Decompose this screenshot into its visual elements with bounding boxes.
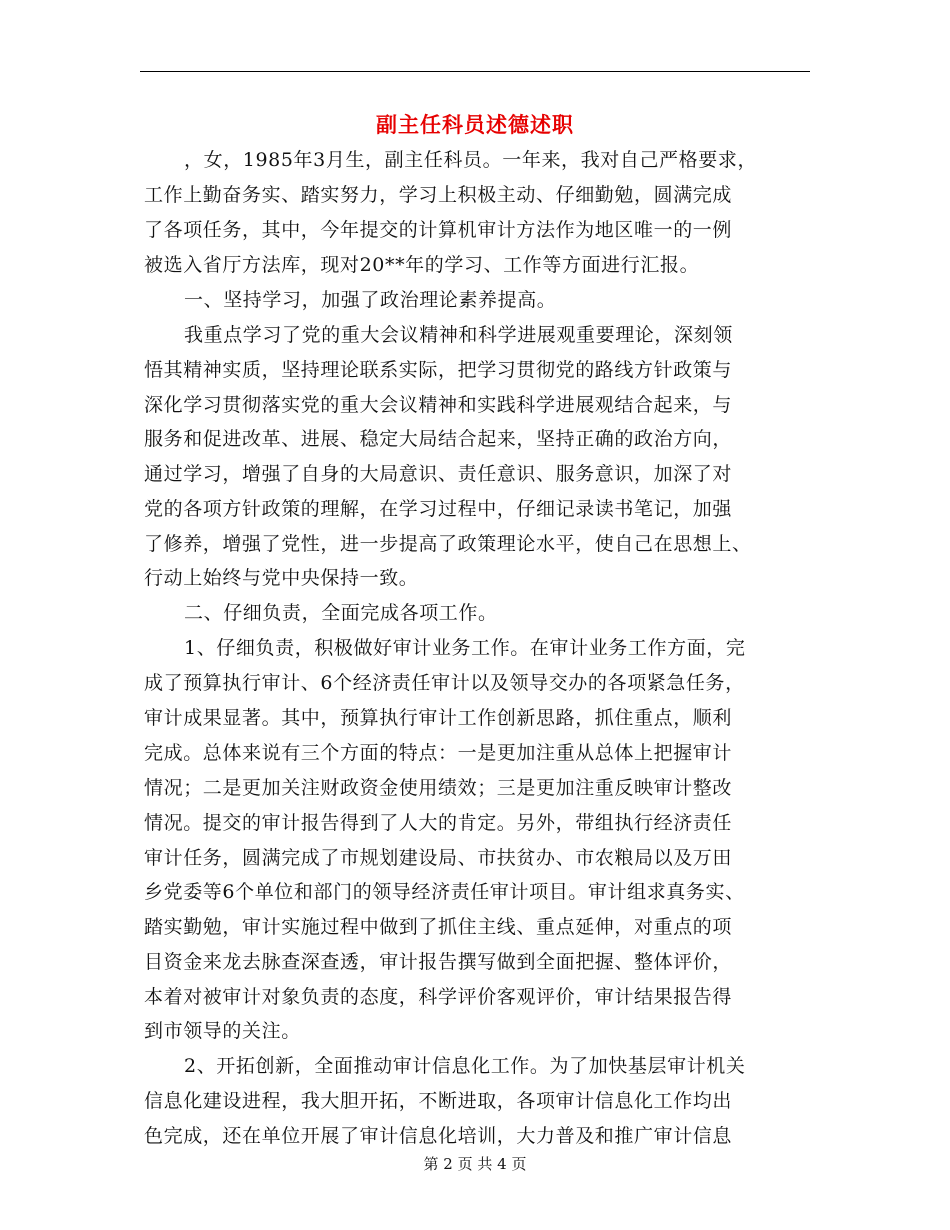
body-line: 成了预算执行审计、6个经济责任审计以及领导交办的各项紧急任务， — [144, 672, 745, 694]
body-line: 深化学习贯彻落实党的重大会议精神和实践科学进展观结合起来，与 — [144, 394, 733, 416]
body-line: 党的各项方针政策的理解，在学习过程中，仔细记录读书笔记，加强 — [144, 498, 733, 520]
body-line: 1、仔细负责，积极做好审计业务工作。在审计业务工作方面，完 — [184, 637, 746, 659]
body-line: 目资金来龙去脉查深查透，审计报告撰写做到全面把握、整体评价， — [144, 951, 733, 973]
body-line: 色完成，还在单位开展了审计信息化培训，大力普及和推广审计信息 — [144, 1125, 733, 1147]
body-line: 审计任务，圆满完成了市规划建设局、市扶贫办、市农粮局以及万田 — [144, 847, 733, 869]
body-line: 了各项任务，其中，今年提交的计算机审计方法作为地区唯一的一例 — [144, 219, 733, 241]
body-line: 通过学习，增强了自身的大局意识、责任意识、服务意识，加深了对 — [144, 463, 733, 485]
body-line: 二、仔细负责，全面完成各项工作。 — [184, 602, 498, 624]
body-line: 2、开拓创新，全面推动审计信息化工作。为了加快基层审计机关 — [184, 1055, 746, 1077]
page-footer: 第 2 页 共 4 页 — [423, 1155, 527, 1173]
body-line: 本着对被审计对象负责的态度，科学评价客观评价，审计结果报告得 — [144, 986, 733, 1008]
body-line: 信息化建设进程，我大胆开拓，不断进取，各项审计信息化工作均出 — [144, 1090, 733, 1112]
body-line: 情况；二是更加关注财政资金使用绩效；三是更加注重反映审计整改 — [144, 777, 733, 799]
body-line: 到市领导的关注。 — [144, 1020, 301, 1042]
body-line: 情况。提交的审计报告得到了人大的肯定。另外，带组执行经济责任 — [144, 812, 733, 834]
body-line: 悟其精神实质，坚持理论联系实际，把学习贯彻党的路线方针政策与 — [144, 359, 733, 381]
body-line: 工作上勤奋务实、踏实努力，学习上积极主动、仔细勤勉，圆满完成 — [144, 184, 733, 206]
document-title: 副主任科员述德述职 — [376, 112, 574, 137]
body-line: ，女，1985年3月生，副主任科员。一年来，我对自己严格要求， — [184, 149, 758, 171]
body-line: 审计成果显著。其中，预算执行审计工作创新思路，抓住重点，顺利 — [144, 707, 733, 729]
body-line: 服务和促进改革、进展、稳定大局结合起来，坚持正确的政治方向， — [144, 428, 733, 450]
header-rule — [140, 71, 810, 72]
body-line: 乡党委等6个单位和部门的领导经济责任审计项目。审计组求真务实、 — [144, 881, 745, 903]
body-line: 了修养，增强了党性，进一步提高了政策理论水平，使自己在思想上、 — [144, 533, 752, 555]
body-line: 被选入省厅方法库，现对20**年的学习、工作等方面进行汇报。 — [144, 254, 700, 276]
body-line: 完成。总体来说有三个方面的特点：一是更加注重从总体上把握审计 — [144, 742, 733, 764]
body-line: 我重点学习了党的重大会议精神和科学进展观重要理论，深刻领 — [184, 324, 733, 346]
body-line: 一、坚持学习，加强了政治理论素养提高。 — [184, 289, 557, 311]
body-line: 行动上始终与党中央保持一致。 — [144, 567, 419, 589]
body-line: 踏实勤勉，审计实施过程中做到了抓住主线、重点延伸，对重点的项 — [144, 916, 733, 938]
